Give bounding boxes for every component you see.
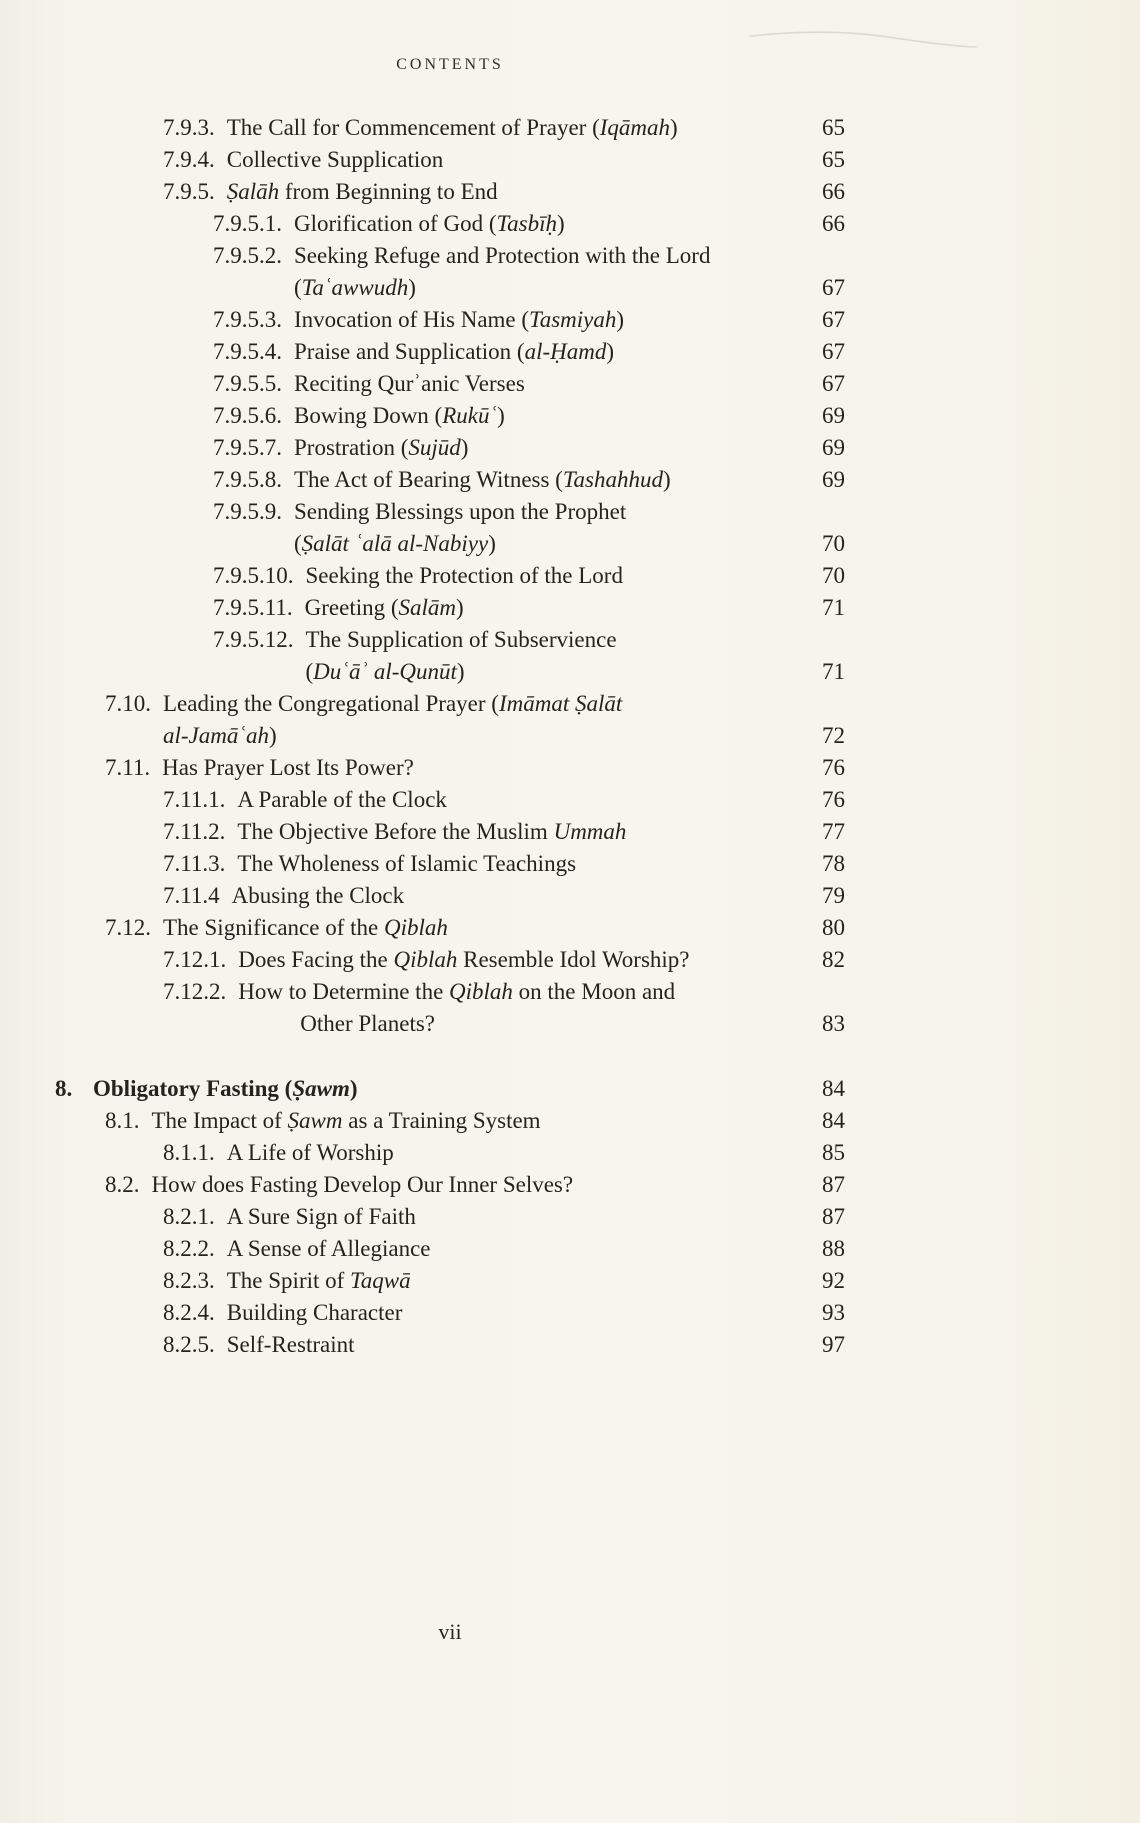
toc-entry-title [152,1169,796,1201]
title-text: Abusing the Clock [231,883,405,908]
title-text: Sending Blessings upon the Prophet [294,499,627,524]
title-text: ) [408,275,416,300]
toc-entry-page-number: 87 [822,1172,845,1197]
toc-entry-title-line [237,784,795,816]
toc-entry-title [306,624,796,688]
title-text: A Sure Sign of Faith [226,1204,416,1229]
title-text: on the Moon and [512,979,676,1004]
toc-entry [55,592,845,624]
title-italic-term: Duʿāʾ al-Qunūt [313,659,457,684]
toc-entry-number: 7.9.5.12. [213,627,294,652]
toc-entry-page-number: 71 [822,595,845,620]
title-italic-term: Salām [398,595,457,620]
title-text: Building Character [226,1300,403,1325]
toc-entry-title-line [227,1329,795,1361]
title-text: The Act of Bearing Witness ( [294,467,563,492]
title-text: Obligatory Fasting ( [93,1076,293,1101]
title-text: ) [670,115,678,140]
toc-entry-title-line [227,1265,795,1297]
title-text: Praise and Supplication ( [294,339,525,364]
toc-entry [55,496,845,560]
toc-entry-title-line [305,592,795,624]
toc-entry-number: 7.9.5.6. [213,403,282,428]
title-text: Leading the Congregational Prayer ( [163,691,499,716]
toc-entry-title [294,336,795,368]
title-text: as a Training System [342,1108,541,1133]
toc-entry-title-line [238,1008,795,1040]
toc-entry-title-line [294,432,795,464]
toc-entry-number: 7.12.1. [163,947,227,972]
title-italic-term: Ṣalāh [226,179,280,204]
title-text: Glorification of God ( [294,211,497,236]
title-text: ) [497,403,505,428]
toc-entry-number: 7.12. [105,915,151,940]
toc-entry [55,400,845,432]
toc-entry-number: 7.11.4 [163,883,220,908]
title-text: How to Determine the [238,979,450,1004]
toc-entry-number: 8.1.1. [163,1140,215,1165]
toc-entry-page-number: 93 [822,1300,845,1325]
toc-entry-page-number: 76 [822,755,845,780]
toc-entry-page-number: 69 [822,435,845,460]
toc-entry [55,624,845,688]
toc-entry [55,944,845,976]
toc-entry-title [305,592,795,624]
toc-entry-title-line [294,528,795,560]
toc-entry-page-number: 83 [822,1011,845,1036]
toc-entry-title [238,976,795,1040]
toc-entry-number: 7.9.5.1. [213,211,282,236]
title-italic-term: Qiblah [383,915,448,940]
title-text: Invocation of His Name ( [294,307,530,332]
toc-entry [55,1137,845,1169]
toc-entry-page-number: 70 [822,563,845,588]
toc-entry-page-number: 69 [822,403,845,428]
toc-entry-number: 8.2.1. [163,1204,215,1229]
toc-entry [55,1265,845,1297]
title-italic-term: Tashahhud [562,467,663,492]
toc-entry-number: 7.9.5.8. [213,467,282,492]
toc-entry [55,368,845,400]
toc-entry-number: 7.9.5.5. [213,371,282,396]
toc-entry [55,112,845,144]
title-text: Seeking Refuge and Protection with the Lord [294,243,711,268]
title-text: How does Fasting Develop Our Inner Selves? [151,1172,574,1197]
toc-entry-page-number: 85 [822,1140,845,1165]
toc-entry-page-number: 66 [822,211,845,236]
toc-entry-title [227,144,795,176]
title-text: Self-Restraint [226,1332,355,1357]
toc-entry-page-number: 67 [822,371,845,396]
toc-entry-page-number: 97 [822,1332,845,1357]
title-italic-term: Iqāmah [599,115,671,140]
toc-entry-title-line [163,912,795,944]
title-text: ) [456,595,464,620]
toc-entry-title [93,1073,795,1105]
toc-entry-number: 7.9.4. [163,147,215,172]
title-text: Reciting Qurʾanic Verses [294,371,525,396]
toc-entry-number: 8.1. [105,1108,140,1133]
toc-entry-title [294,240,795,304]
title-text: Resemble Idol Worship? [457,947,690,972]
toc-entry [55,912,845,944]
scan-artifact-line [748,26,978,52]
footer-page-number: vii [438,1619,462,1644]
toc-entry-page-number: 67 [822,307,845,332]
toc-entry-title-line [306,624,796,656]
page-content [55,56,845,1645]
toc-entry-title-line [237,848,795,880]
toc-entry-number: 7.9.5.2. [213,243,282,268]
toc-entry-number: 7.9.5.3. [213,307,282,332]
title-text: The Impact of [151,1108,288,1133]
toc-entry-page-number: 76 [822,787,845,812]
toc-entry-title [227,1265,795,1297]
toc-entry-title-line [162,752,795,784]
toc-entry-title [294,208,795,240]
toc-entry-page-number: 77 [822,819,845,844]
title-text: The Wholeness of Islamic Teachings [237,851,577,876]
toc-entry-title [294,368,795,400]
toc-entry-title [227,176,795,208]
title-italic-term: Ummah [553,819,627,844]
toc-entry-title [232,880,795,912]
title-text: ) [460,435,469,460]
toc-entry-title [227,112,795,144]
toc-entry [55,784,845,816]
toc-entry-title-line [227,1137,795,1169]
toc-entry-title-line [93,1073,795,1105]
title-text: The Call for Commencement of Prayer ( [226,115,600,140]
toc-entry [55,144,845,176]
title-text: Seeking the Protection of the Lord [305,563,623,588]
toc-list [55,112,845,1361]
toc-entry-number: 7.9.5.7. [213,435,282,460]
toc-entry [55,848,845,880]
title-italic-term: Taqwā [350,1268,411,1293]
toc-entry-title [163,688,795,752]
title-italic-term: Qiblah [449,979,513,1004]
toc-entry-title [294,464,795,496]
toc-entry-title-line [238,944,795,976]
toc-entry [55,208,845,240]
toc-entry [55,464,845,496]
title-text: Bowing Down ( [294,403,443,428]
toc-entry-number: 7.9.5.4. [213,339,282,364]
toc-entry-number: 8.2. [105,1172,140,1197]
title-italic-term: Qiblah [393,947,458,972]
toc-entry [55,880,845,912]
title-text: Greeting ( [304,595,399,620]
toc-entry-title-line [294,272,795,304]
title-text: ( [294,275,302,300]
toc-entry-page-number: 87 [822,1204,845,1229]
title-text: ) [557,211,565,236]
toc-entry-title-line [294,464,795,496]
toc-entry-title [162,752,795,784]
toc-entry-title-line [294,368,795,400]
toc-entry-number: 7.12.2. [163,979,227,1004]
toc-entry [55,1105,845,1137]
title-text: from Beginning to End [279,179,498,204]
title-text: The Supplication of Subservience [305,627,617,652]
toc-entry [55,560,845,592]
title-italic-term: Tasbīḥ [496,211,558,236]
toc-entry-title-line [152,1169,796,1201]
title-italic-term: al-Ḥamd [524,339,607,364]
toc-entry-page-number: 84 [822,1108,845,1133]
toc-entry [55,432,845,464]
toc-entry-number: 7.11.3. [163,851,226,876]
toc-entry-number: 7.10. [105,691,151,716]
title-text: A Life of Worship [226,1140,394,1165]
page-title: CONTENTS [396,56,504,73]
toc-entry-number: 7.9.5.11. [213,595,293,620]
toc-entry [55,176,845,208]
toc-entry-title [306,560,796,592]
toc-entry-number: 7.9.3. [163,115,215,140]
toc-entry [55,1073,845,1105]
toc-entry-page-number: 71 [822,659,845,684]
toc-entry-page-number: 79 [822,883,845,908]
toc-entry [55,976,845,1040]
title-italic-term: Tasmiyah [529,307,617,332]
toc-entry-title [227,1137,795,1169]
toc-entry-number: 8.2.2. [163,1236,215,1261]
toc-entry-title-line [294,240,795,272]
title-italic-term: al-Jamāʿah [163,723,270,748]
toc-entry-page-number: 67 [822,275,845,300]
toc-entry [55,240,845,304]
toc-entry-title-line [294,304,795,336]
title-text: ) [488,531,496,556]
toc-entry-title [294,400,795,432]
toc-entry-number: 7.11. [105,755,151,780]
toc-entry-title-line [306,656,796,688]
toc-entry-title-line [227,1201,795,1233]
toc-entry [55,1201,845,1233]
toc-entry-title [227,1233,795,1265]
title-italic-term: Ṣawm [287,1108,343,1133]
toc-entry-page-number: 65 [822,147,845,172]
title-text: ) [456,659,465,684]
toc-entry-page-number: 82 [822,947,845,972]
toc-entry-page-number: 65 [822,115,845,140]
title-text: ) [616,307,625,332]
title-text: Does Facing the [238,947,394,972]
toc-entry [55,304,845,336]
toc-entry-title-line [227,176,795,208]
title-text: ( [294,531,302,556]
title-text: The Spirit of [226,1268,351,1293]
toc-entry [55,1329,845,1361]
title-text: ) [662,467,671,492]
title-text: ) [269,723,277,748]
title-text: Other Planets? [300,1011,436,1036]
toc-entry-number: 7.11.1. [163,787,226,812]
title-italic-term: Taʿawwudh [301,275,409,300]
title-text: The Significance of the [163,915,384,940]
title-italic-term: Sujūd [408,435,461,460]
toc-entry-page-number: 66 [822,179,845,204]
toc-entry-title [237,848,795,880]
toc-entry-title-line [163,720,795,752]
toc-entry-page-number: 88 [822,1236,845,1261]
toc-entry-title-line [294,400,795,432]
toc-entry [55,336,845,368]
toc-entry-number: 7.11.2. [163,819,226,844]
toc-entry-number: 8. [55,1076,73,1101]
toc-entry-page-number: 67 [822,339,845,364]
title-text: A Sense of Allegiance [226,1236,431,1261]
toc-entry-title-line [237,816,795,848]
toc-entry-title [238,944,795,976]
toc-entry [55,1233,845,1265]
toc-entry-number: 8.2.3. [163,1268,215,1293]
toc-entry-title [152,1105,796,1137]
title-text: ) [606,339,615,364]
toc-entry-title [227,1297,795,1329]
toc-entry-number: 8.2.4. [163,1300,215,1325]
toc-entry-title-line [306,560,796,592]
toc-entry-title-line [227,1297,795,1329]
toc-entry-number: 7.9.5.10. [213,563,294,588]
toc-entry-title [294,496,795,560]
title-text: The Objective Before the Muslim [237,819,554,844]
toc-entry-title [294,304,795,336]
toc-entry-title [237,784,795,816]
title-text: A Parable of the Clock [237,787,447,812]
toc-entry-page-number: 69 [822,467,845,492]
toc-entry-title [227,1201,795,1233]
toc-entry-title-line [232,880,795,912]
toc-entry-title [237,816,795,848]
title-text: ( [305,659,314,684]
toc-entry-title-line [294,496,795,528]
title-italic-term: Ṣalāt ʿalā al-Nabiyy [301,531,489,556]
toc-entry-number: 7.9.5.9. [213,499,282,524]
toc-entry-page-number: 78 [822,851,845,876]
toc-entry-number: 8.2.5. [163,1332,215,1357]
toc-entry-page-number: 92 [822,1268,845,1293]
title-italic-term: Rukūʿ [442,403,498,428]
toc-entry-title [294,432,795,464]
toc-entry-title [163,912,795,944]
toc-entry [55,1297,845,1329]
toc-entry-page-number: 80 [822,915,845,940]
title-italic-term: Ṣawm [292,1076,350,1101]
toc-entry-title-line [163,688,795,720]
toc-entry-page-number: 70 [822,531,845,556]
toc-entry-title-line [227,144,795,176]
toc-entry-title-line [238,976,795,1008]
toc-entry-page-number: 84 [822,1076,845,1101]
title-italic-term: Imāmat Ṣalāt [498,691,623,716]
toc-entry [55,688,845,752]
title-text: Has Prayer Lost Its Power? [162,755,414,780]
toc-entry-title-line [227,1233,795,1265]
toc-entry-title-line [227,112,795,144]
title-text: Prostration ( [294,435,409,460]
title-text: ) [349,1076,358,1101]
toc-entry-title-line [152,1105,796,1137]
toc-entry-page-number: 72 [822,723,845,748]
toc-entry [55,816,845,848]
title-text: Collective Supplication [226,147,444,172]
toc-entry-title-line [294,208,795,240]
toc-entry-title [227,1329,795,1361]
toc-entry-number: 7.9.5. [163,179,215,204]
toc-entry [55,752,845,784]
toc-entry [55,1169,845,1201]
toc-entry-title-line [294,336,795,368]
